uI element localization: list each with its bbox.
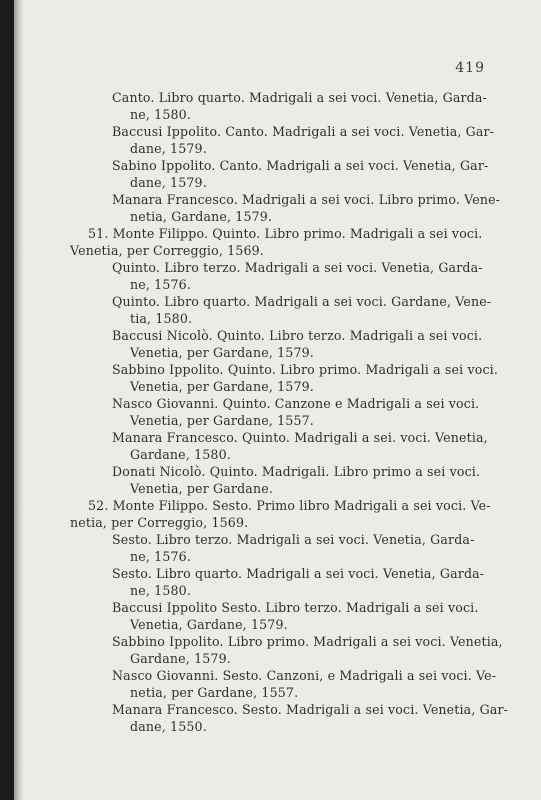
text-line: Venetia, per Correggio, 1569. (70, 243, 264, 258)
text-line: Canto. Libro quarto. Madrigali a sei voci. Venetia, Garda- (112, 90, 487, 105)
text-line: Manara Francesco. Quinto. Madrigali a sei. voci. Venetia, (112, 430, 488, 445)
text-line: Sesto. Libro quarto. Madrigali a sei voci. Venetia, Garda- (112, 566, 485, 581)
text-line: Venetia, Gardane, 1579. (130, 617, 288, 632)
text-line: ne, 1576. (130, 549, 191, 564)
text-line: Manara Francesco. Sesto. Madrigali a sei voci. Venetia, Gar- (112, 702, 509, 717)
text-line: Gardane, 1579. (130, 651, 231, 666)
text-line: netia, per Gardane, 1557. (130, 685, 299, 700)
text-line: Quinto. Libro quarto. Madrigali a sei voci. Gardane, Vene- (112, 294, 492, 309)
text-line: netia, Gardane, 1579. (130, 209, 273, 224)
text-line: dane, 1579. (130, 175, 207, 190)
text-line: Quinto. Libro terzo. Madrigali a sei voci. Venetia, Garda- (112, 260, 483, 275)
text-line: dane, 1579. (130, 141, 207, 156)
text-line: Donati Nicolò. Quinto. Madrigali. Libro primo a sei voci. (112, 464, 481, 479)
book-page (14, 0, 541, 800)
text-line: Sabbino Ippolito. Libro primo. Madrigali a sei voci. Venetia, (112, 634, 503, 649)
page-number: 419 (455, 60, 485, 76)
text-line: Venetia, per Gardane, 1557. (130, 413, 314, 428)
text-line: Manara Francesco. Madrigali a sei voci. Libro primo. Vene- (112, 192, 501, 207)
text-line: ne, 1576. (130, 277, 191, 292)
text-line: tia, 1580. (130, 311, 193, 326)
text-line: Venetia, per Gardane, 1579. (130, 345, 314, 360)
text-line: Gardane, 1580. (130, 447, 231, 462)
text-line: Baccusi Ippolito Sesto. Libro terzo. Madrigali a sei voci. (112, 600, 479, 615)
text-line: Sabbino Ippolito. Quinto. Libro primo. Madrigali a sei voci. (112, 362, 499, 377)
text-line: Baccusi Nicolò. Quinto. Libro terzo. Madrigali a sei voci. (112, 328, 483, 343)
text-line: Nasco Giovanni. Sesto. Canzoni, e Madrigali a sei voci. Ve- (112, 668, 497, 683)
text-line: ne, 1580. (130, 583, 191, 598)
text-line: dane, 1550. (130, 719, 207, 734)
text-line: 51. Monte Filippo. Quinto. Libro primo. Madrigali a sei voci. (88, 226, 483, 241)
text-line: netia, per Correggio, 1569. (70, 515, 249, 530)
spine-shadow (14, 0, 24, 800)
text-line: ne, 1580. (130, 107, 191, 122)
text-line: Nasco Giovanni. Quinto. Canzone e Madrigali a sei voci. (112, 396, 480, 411)
text-line: Sabino Ippolito. Canto. Madrigali a sei voci. Venetia, Gar- (112, 158, 489, 173)
text-line: Venetia, per Gardane. (130, 481, 273, 496)
text-line: Baccusi Ippolito. Canto. Madrigali a sei voci. Venetia, Gar- (112, 124, 495, 139)
text-line: 52. Monte Filippo. Sesto. Primo libro Madrigali a sei voci. Ve- (88, 498, 491, 513)
text-line: Sesto. Libro terzo. Madrigali a sei voci. Venetia, Garda- (112, 532, 475, 547)
text-line: Venetia, per Gardane, 1579. (130, 379, 314, 394)
